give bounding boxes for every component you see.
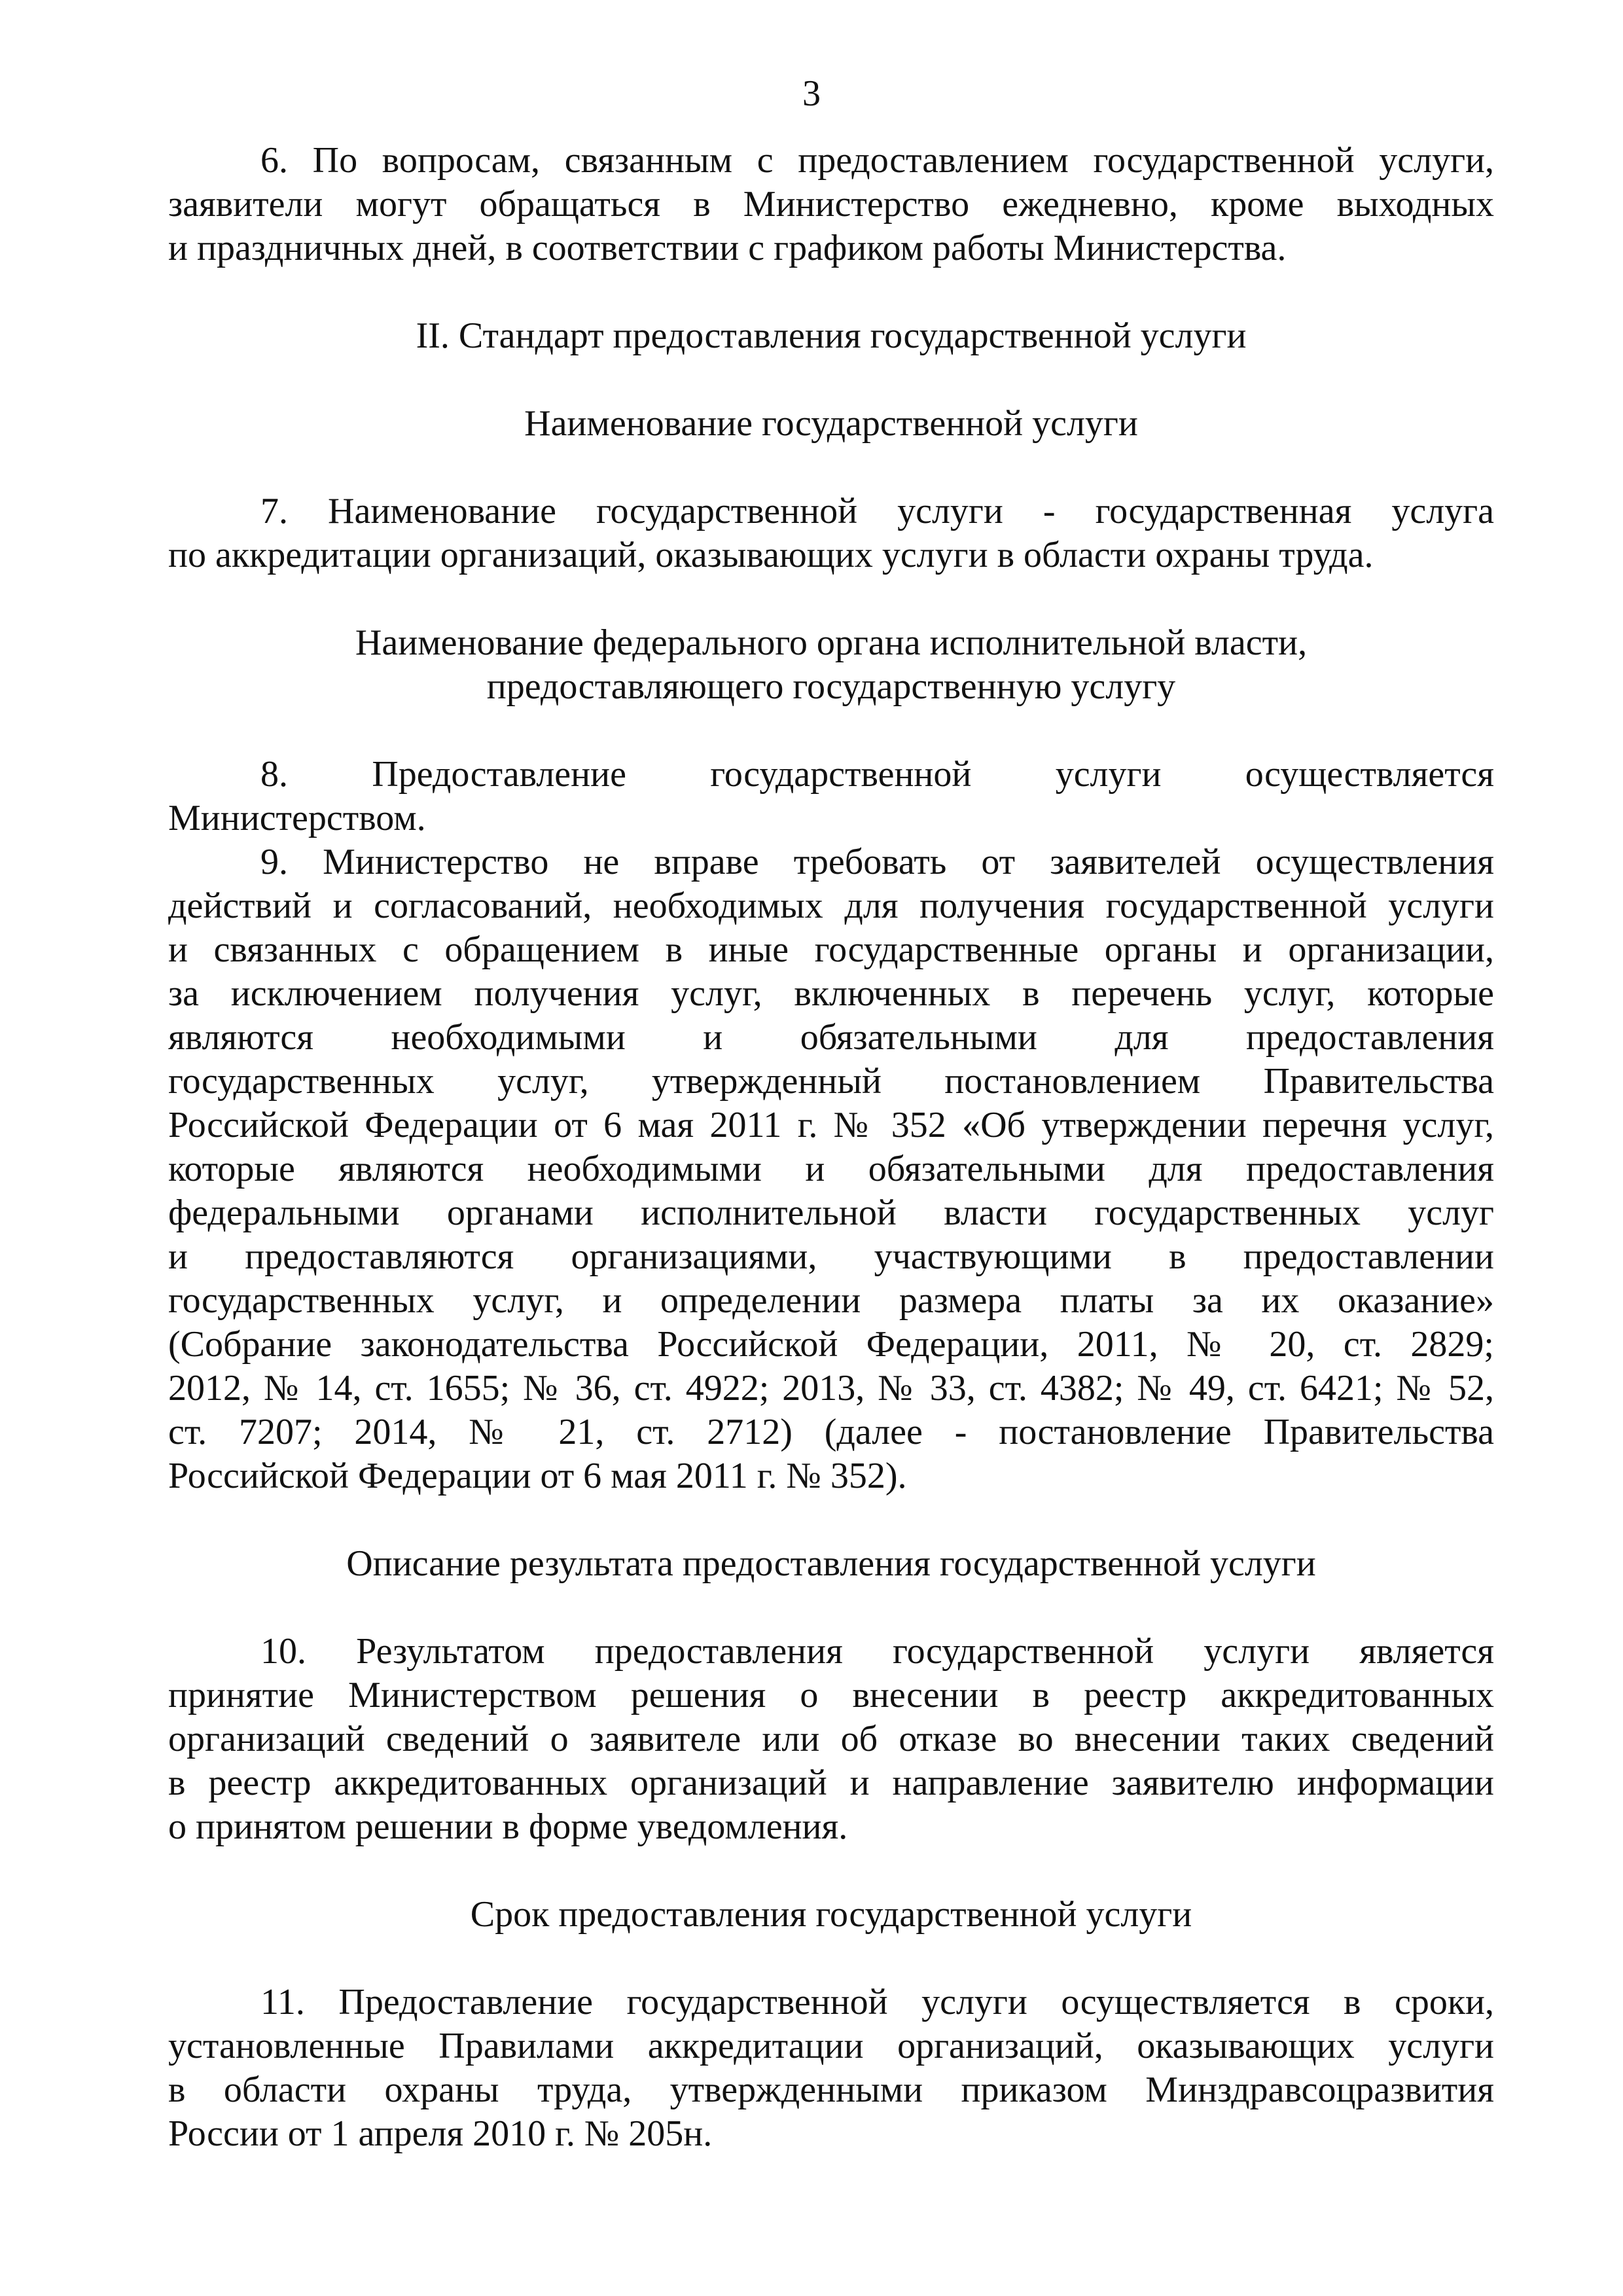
heading-line: предоставляющего государственную услугу [486, 666, 1176, 707]
heading-line: Наименование федерального органа исполнительной власти, [355, 622, 1308, 663]
text-line: 9. Министерство не вправе требовать от заявителей осуществления [260, 842, 1494, 882]
document-body [168, 139, 1494, 2156]
text-line: по аккредитации организаций, оказывающих услуги в области охраны труда. [168, 535, 1374, 575]
blank-line [168, 577, 1494, 621]
text-line: являются необходимыми и обязательными для предоставления [168, 1017, 1494, 1058]
text-line: ст. 7207; 2014, № 21, ст. 2712) (далее - постановление Правительства [168, 1412, 1494, 1452]
text-line: и связанных с обращением в иные государственные органы и организации, [168, 929, 1494, 970]
text-line: государственных услуг, и определении размера платы за их оказание» [168, 1280, 1494, 1321]
text-line: 10. Результатом предоставления государственной услуги является [260, 1631, 1494, 1672]
text-line: Министерством. [168, 798, 426, 838]
text-line: в области охраны труда, утвержденными приказом Минздравсоцразвития [168, 2070, 1494, 2110]
paragraph-11 [168, 1981, 1494, 2156]
blank-line [168, 358, 1494, 402]
paragraph-6 [168, 139, 1494, 270]
subheading-service-name [168, 402, 1494, 446]
text-line: Российской Федерации от 6 мая 2011 г. № 352 «Об утверждении перечня услуг, [168, 1105, 1494, 1145]
section-heading-standard [168, 314, 1494, 358]
blank-line [168, 446, 1494, 490]
heading-line: Срок предоставления государственной услуги [470, 1894, 1192, 1935]
text-line: за исключением получения услуг, включенных в перечень услуг, которые [168, 973, 1494, 1014]
blank-line [168, 1498, 1494, 1542]
text-line: организаций сведений о заявителе или об отказе во внесении таких сведений [168, 1719, 1494, 1759]
text-line: и предоставляются организациями, участвующими в предоставлении [168, 1236, 1494, 1277]
blank-line [168, 1586, 1494, 1630]
page-number: 3 [802, 73, 821, 114]
text-line: 7. Наименование государственной услуги - государственная услуга [260, 491, 1494, 531]
heading-line: Описание результата предоставления государственной услуги [346, 1543, 1316, 1584]
paragraph-10 [168, 1630, 1494, 1849]
paragraph-8 [168, 753, 1494, 840]
text-line: действий и согласований, необходимых для получения государственной услуги [168, 886, 1494, 926]
blank-line [168, 709, 1494, 753]
text-line: федеральными органами исполнительной власти государственных услуг [168, 1193, 1494, 1233]
paragraph-7 [168, 490, 1494, 577]
text-line: 11. Предоставление государственной услуги осуществляется в сроки, [260, 1982, 1494, 2022]
paragraph-9 [168, 840, 1494, 1498]
text-line: Российской Федерации от 6 мая 2011 г. № 352). [168, 1456, 907, 1496]
text-line: принятие Министерством решения о внесении в реестр аккредитованных [168, 1675, 1494, 1715]
blank-line [168, 270, 1494, 314]
text-line: заявители могут обращаться в Министерство ежедневно, кроме выходных [168, 184, 1494, 224]
subheading-federal-body [168, 621, 1494, 709]
text-line: которые являются необходимыми и обязательными для предоставления [168, 1149, 1494, 1189]
text-line: установленные Правилами аккредитации организаций, оказывающих услуги [168, 2026, 1494, 2066]
text-line: 2012, № 14, ст. 1655; № 36, ст. 4922; 2013, № 33, ст. 4382; № 49, ст. 6421; № 52, [168, 1368, 1494, 1408]
text-line: о принятом решении в форме уведомления. [168, 1806, 848, 1847]
text-line: (Собрание законодательства Российской Федерации, 2011, № 20, ст. 2829; [168, 1324, 1494, 1365]
subheading-result [168, 1542, 1494, 1586]
text-line: в реестр аккредитованных организаций и направление заявителю информации [168, 1763, 1494, 1803]
blank-line [168, 1937, 1494, 1981]
text-line: России от 1 апреля 2010 г. № 205н. [168, 2113, 713, 2154]
heading-line: II. Стандарт предоставления государственной услуги [416, 315, 1247, 356]
text-line: 6. По вопросам, связанным с предоставлением государственной услуги, [260, 140, 1494, 181]
text-line: государственных услуг, утвержденный постановлением Правительства [168, 1061, 1494, 1102]
text-line: 8. Предоставление государственной услуги осуществляется [260, 754, 1494, 795]
subheading-term [168, 1893, 1494, 1937]
heading-line: Наименование государственной услуги [524, 403, 1138, 444]
blank-line [168, 1849, 1494, 1893]
text-line: и праздничных дней, в соответствии с графиком работы Министерства. [168, 228, 1287, 268]
